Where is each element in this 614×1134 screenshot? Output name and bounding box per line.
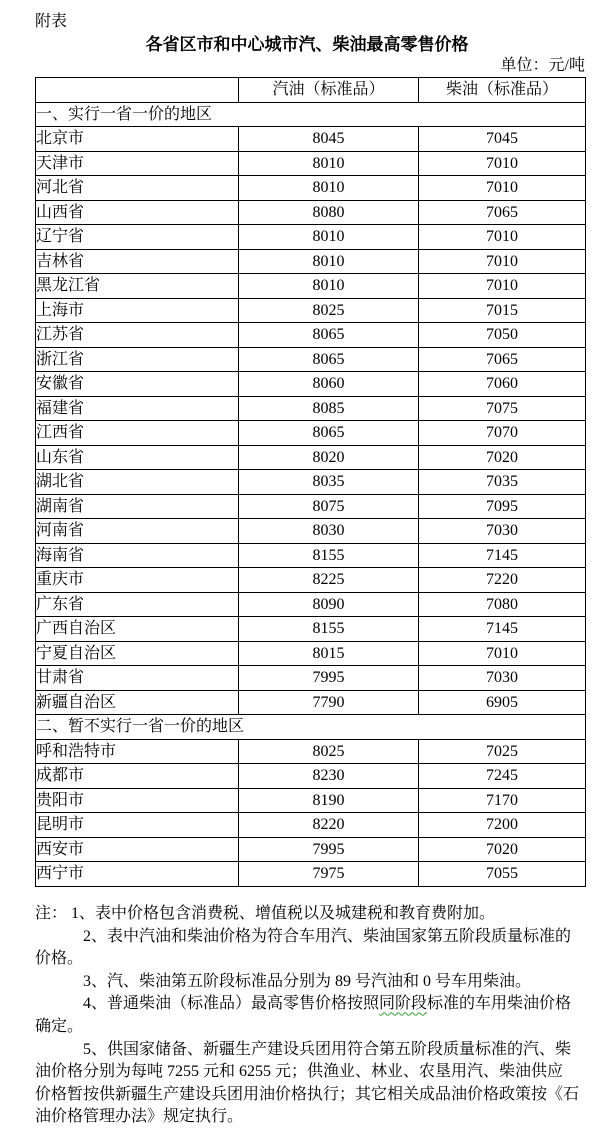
gasoline-price-cell: 8060 (239, 372, 419, 397)
gasoline-price-cell: 8010 (239, 225, 419, 250)
gasoline-price-cell: 8220 (239, 813, 419, 838)
table-row (36, 225, 586, 250)
diesel-price-cell: 7030 (419, 666, 586, 691)
diesel-price-cell: 7010 (419, 274, 586, 299)
note-text-pre: 4、普通柴油（标准品）最高零售价格按照 (83, 995, 380, 1013)
region-cell: 昆明市 (36, 813, 239, 838)
region-cell: 成都市 (36, 764, 239, 789)
table-row (36, 347, 586, 372)
gasoline-price-cell: 7975 (239, 862, 419, 887)
table-row (36, 151, 586, 176)
table-row (36, 421, 586, 446)
diesel-price-cell: 7145 (419, 543, 586, 568)
diesel-price-cell: 7060 (419, 372, 586, 397)
table-row (36, 837, 586, 862)
page-title: 各省区市和中心城市汽、柴油最高零售价格 (145, 35, 469, 54)
region-cell: 海南省 (36, 543, 239, 568)
region-cell: 黑龙江省 (36, 274, 239, 299)
diesel-price-cell: 7080 (419, 592, 586, 617)
region-cell: 北京市 (36, 127, 239, 152)
gasoline-price-cell: 8030 (239, 519, 419, 544)
diesel-price-cell: 7030 (419, 519, 586, 544)
gasoline-price-cell: 8045 (239, 127, 419, 152)
note-text-post: 标准的车用柴油价格 (427, 995, 572, 1013)
gasoline-price-cell: 8025 (239, 298, 419, 323)
region-cell: 呼和浩特市 (36, 739, 239, 764)
table-row (36, 641, 586, 666)
note-line: 确定。 (35, 1017, 84, 1035)
diesel-price-cell: 7070 (419, 421, 586, 446)
region-cell: 安徽省 (36, 372, 239, 397)
table-row (36, 568, 586, 593)
region-cell: 山西省 (36, 200, 239, 225)
region-cell: 宁夏自治区 (36, 641, 239, 666)
note-line: 5、供国家储备、新疆生产建设兵团用符合第五阶段质量标准的汽、柴 (83, 1040, 572, 1058)
gasoline-price-cell: 8065 (239, 421, 419, 446)
gasoline-price-cell: 8085 (239, 396, 419, 421)
gasoline-price-cell: 8015 (239, 641, 419, 666)
note-line: 注： 1、表中价格包含消费税、增值税以及城建税和教育费附加。 (35, 905, 496, 922)
diesel-price-cell: 7010 (419, 249, 586, 274)
region-cell: 甘肃省 (36, 666, 239, 691)
diesel-price-cell: 7025 (419, 739, 586, 764)
gasoline-price-cell: 8065 (239, 347, 419, 372)
gasoline-price-cell: 7995 (239, 837, 419, 862)
diesel-price-cell: 7010 (419, 641, 586, 666)
note-line: 油价格管理办法》规定执行。 (35, 1108, 244, 1126)
gasoline-price-cell: 8230 (239, 764, 419, 789)
gasoline-price-cell: 8010 (239, 274, 419, 299)
gasoline-price-cell: 8155 (239, 543, 419, 568)
diesel-price-cell: 7145 (419, 617, 586, 642)
diesel-price-cell: 7015 (419, 298, 586, 323)
diesel-price-cell: 7020 (419, 445, 586, 470)
diesel-price-cell: 7045 (419, 127, 586, 152)
header-diesel-cell: 柴油（标准品） (419, 78, 586, 103)
table-row (36, 445, 586, 470)
gasoline-price-cell: 8090 (239, 592, 419, 617)
table-row (36, 176, 586, 201)
diesel-price-cell: 7170 (419, 788, 586, 813)
gasoline-price-cell: 8065 (239, 323, 419, 348)
table-row (36, 372, 586, 397)
diesel-price-cell: 7065 (419, 347, 586, 372)
gasoline-price-cell: 8025 (239, 739, 419, 764)
table-row (36, 592, 586, 617)
diesel-price-cell: 7055 (419, 862, 586, 887)
region-cell: 辽宁省 (36, 225, 239, 250)
region-cell: 广东省 (36, 592, 239, 617)
region-cell: 福建省 (36, 396, 239, 421)
table-row (36, 543, 586, 568)
table-row (36, 519, 586, 544)
section-1-header: 一、实行一省一价的地区 (36, 102, 586, 127)
diesel-price-cell: 7220 (419, 568, 586, 593)
region-cell: 江西省 (36, 421, 239, 446)
appendix-label: 附表 (35, 13, 68, 30)
diesel-price-cell: 7020 (419, 837, 586, 862)
table-row (36, 862, 586, 887)
table-row (36, 666, 586, 691)
section-1-header-row (36, 102, 586, 127)
table-row (36, 396, 586, 421)
gasoline-price-cell: 8010 (239, 249, 419, 274)
table-row (36, 249, 586, 274)
header-region-cell (36, 78, 239, 103)
table-row (36, 127, 586, 152)
diesel-price-cell: 7010 (419, 176, 586, 201)
note-line: 价格。 (35, 950, 84, 968)
note-line: 价格暂按供新疆生产建设兵团用油价格执行；其它相关成品油价格政策按《石 (35, 1085, 580, 1103)
section-2-header: 二、暂不实行一省一价的地区 (36, 715, 586, 740)
region-cell: 湖南省 (36, 494, 239, 519)
diesel-price-cell: 7245 (419, 764, 586, 789)
gasoline-price-cell: 8020 (239, 445, 419, 470)
gasoline-price-cell: 8075 (239, 494, 419, 519)
unit-label: 单位：元/吨 (500, 57, 585, 74)
table-row (36, 200, 586, 225)
table-row (36, 788, 586, 813)
diesel-price-cell: 7200 (419, 813, 586, 838)
diesel-price-cell: 7095 (419, 494, 586, 519)
gasoline-price-cell: 7995 (239, 666, 419, 691)
notes-section (35, 903, 595, 1129)
gasoline-price-cell: 8190 (239, 788, 419, 813)
table-row (36, 274, 586, 299)
gasoline-price-cell: 8225 (239, 568, 419, 593)
diesel-price-cell: 7010 (419, 151, 586, 176)
region-cell: 江苏省 (36, 323, 239, 348)
note-line: 2、表中汽油和柴油价格为符合车用汽、柴油国家第五阶段质量标准的 (83, 927, 572, 945)
price-table (35, 77, 586, 887)
table-row (36, 494, 586, 519)
region-cell: 西安市 (36, 837, 239, 862)
region-cell: 河南省 (36, 519, 239, 544)
region-cell: 山东省 (36, 445, 239, 470)
region-cell: 重庆市 (36, 568, 239, 593)
note-line-grammar (35, 993, 595, 1016)
region-cell: 新疆自治区 (36, 690, 239, 715)
diesel-price-cell: 6905 (419, 690, 586, 715)
table-row (36, 764, 586, 789)
region-cell: 天津市 (36, 151, 239, 176)
table-header-row (36, 78, 586, 103)
section-2-header-row (36, 715, 586, 740)
region-cell: 湖北省 (36, 470, 239, 495)
region-cell: 贵阳市 (36, 788, 239, 813)
gasoline-price-cell: 8035 (239, 470, 419, 495)
region-cell: 上海市 (36, 298, 239, 323)
table-row (36, 298, 586, 323)
region-cell: 西宁市 (36, 862, 239, 887)
region-cell: 广西自治区 (36, 617, 239, 642)
note-line: 油价格分别为每吨 7255 元和 6255 元；供渔业、林业、农垦用汽、柴油供应 (35, 1063, 564, 1081)
diesel-price-cell: 7035 (419, 470, 586, 495)
diesel-price-cell: 7050 (419, 323, 586, 348)
gasoline-price-cell: 7790 (239, 690, 419, 715)
region-cell: 浙江省 (36, 347, 239, 372)
region-cell: 吉林省 (36, 249, 239, 274)
region-cell: 河北省 (36, 176, 239, 201)
table-row (36, 813, 586, 838)
gasoline-price-cell: 8010 (239, 151, 419, 176)
table-row (36, 690, 586, 715)
table-row (36, 470, 586, 495)
diesel-price-cell: 7075 (419, 396, 586, 421)
gasoline-price-cell: 8155 (239, 617, 419, 642)
table-row (36, 323, 586, 348)
table-row (36, 739, 586, 764)
diesel-price-cell: 7010 (419, 225, 586, 250)
gasoline-price-cell: 8010 (239, 176, 419, 201)
gasoline-price-cell: 8080 (239, 200, 419, 225)
header-gasoline-cell: 汽油（标准品） (239, 78, 419, 103)
table-row (36, 617, 586, 642)
grammar-underline: 同阶段 (379, 995, 428, 1013)
diesel-price-cell: 7065 (419, 200, 586, 225)
note-line: 3、汽、柴油第五阶段标准品分别为 89 号汽油和 0 号车用柴油。 (83, 972, 532, 990)
